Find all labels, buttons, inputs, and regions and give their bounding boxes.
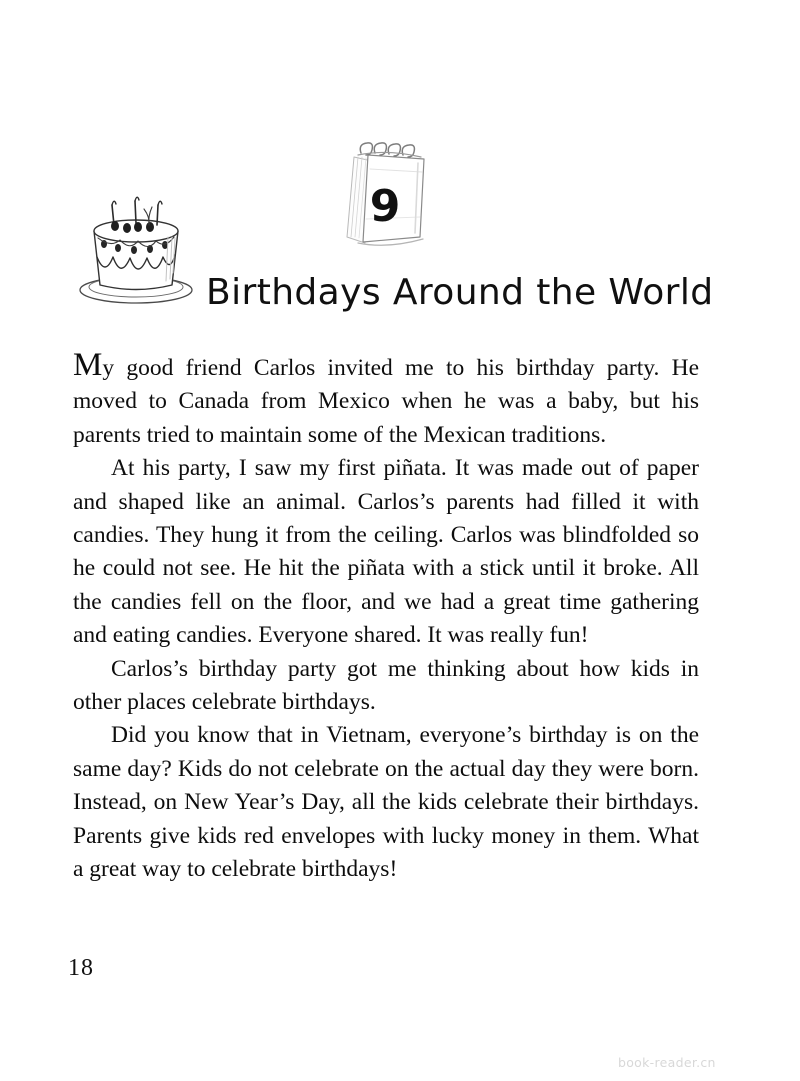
paragraph-4: Did you know that in Vietnam, everyone’s birthday is on the same day? Kids do not celebrate on the actual day they were born. Instead, on New Year’s Day, all the kids celebrate their birthdays. Parents give kids red envelopes with lucky money in them. What a great way to celebrate birthdays! [73, 722, 699, 883]
paragraph-1 [73, 347, 699, 452]
raised-capital-letter: M [73, 347, 103, 383]
chapter-title: Birthdays Around the World [206, 272, 714, 314]
chapter-header [0, 0, 800, 330]
watermark: book-reader.cn [618, 1055, 716, 1070]
birthday-cake-icon [68, 193, 204, 311]
paragraph-3: Carlos’s birthday party got me thinking about how kids in other places celebrate birthdays. [73, 655, 699, 716]
chapter-number: 9 [369, 181, 401, 232]
page-number: 18 [68, 955, 94, 981]
flip-calendar-icon [325, 133, 445, 251]
paragraph-2: At his party, I saw my first piñata. It was made out of paper and shaped like an animal. Carlos’s parents had filled it with candies. They hung it from the ceiling. Carlos was blindfolded so he could not see. He hit the piñata with a stick until it broke. All the candies fell on the floor, and we had a great time gathering and eating candies. Everyone shared. It was really fun! [73, 455, 699, 649]
paragraph-1-text: y good friend Carlos invited me to his birthday party. He moved to Canada from Mexico when he was a baby, but his parents tried to maintain some of the Mexican traditions. [73, 355, 699, 448]
chapter-body [73, 347, 699, 887]
